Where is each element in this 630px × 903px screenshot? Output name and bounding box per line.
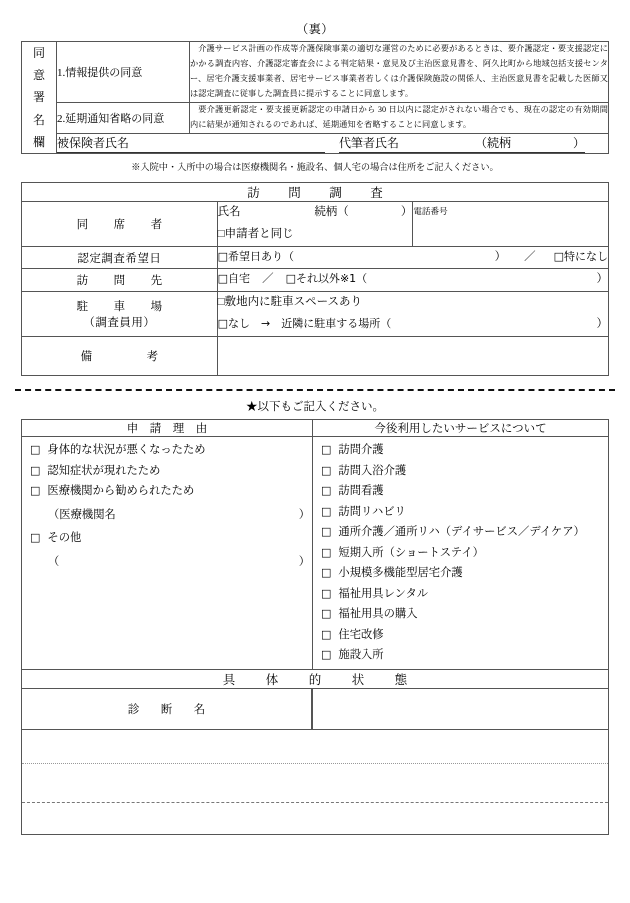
row-header-visit-place: 訪 問 先 <box>22 269 218 292</box>
vhead-char-4: 欄 <box>32 134 45 149</box>
reason-label-2: 医療機関から勧められたため <box>47 485 195 498</box>
vhead-char-0: 同 <box>32 46 45 60</box>
desired-date-cell[interactable] <box>217 246 608 269</box>
reason-checkbox-2[interactable]: □ <box>30 484 41 498</box>
relation-open-paren: （続柄 <box>474 135 511 150</box>
visit-place-close-paren: ） <box>596 273 608 286</box>
condition-writing-lines <box>22 730 608 834</box>
insured-name-field[interactable] <box>57 134 325 153</box>
services-column-cell <box>313 437 609 670</box>
service-checkbox-3[interactable]: □ <box>321 504 332 518</box>
parking-cell[interactable] <box>217 292 608 337</box>
service-checkbox-4[interactable]: □ <box>321 525 332 539</box>
reason-label-1: 認知症状が現れたため <box>47 464 161 477</box>
service-item-10[interactable] <box>313 645 608 666</box>
parking-close-paren: ） <box>596 318 608 331</box>
service-label-4: 通所介護／通所リハ（デイサービス／デイケア） <box>338 526 585 539</box>
visit-place-other-checkbox[interactable]: □それ以外※1（ <box>285 272 368 286</box>
writing-guide-line-2 <box>22 802 608 803</box>
service-checkbox-6[interactable]: □ <box>321 566 332 580</box>
service-label-1: 訪問入浴介護 <box>338 464 407 477</box>
service-item-0[interactable] <box>313 440 608 461</box>
service-label-6: 小規模多機能型居宅介護 <box>338 567 463 580</box>
vhead-char-3: 名 <box>32 112 45 127</box>
reason-other-field[interactable] <box>22 552 310 573</box>
relation-close-paren: ） <box>572 135 585 150</box>
service-item-7[interactable] <box>313 584 608 605</box>
row-header-attendee: 同 席 者 <box>22 201 218 246</box>
reason-checklist <box>22 437 312 505</box>
diagnosis-label: 診 断 名 <box>22 689 312 729</box>
service-checkbox-7[interactable]: □ <box>321 586 332 600</box>
parking-none-line <box>218 314 608 336</box>
service-checkbox-9[interactable]: □ <box>321 627 332 641</box>
service-item-2[interactable] <box>313 481 608 502</box>
reason-column-header: 申 請 理 由 <box>22 420 313 437</box>
consent-item-2-label: 2.延期通知省略の同意 <box>57 102 190 133</box>
remarks-input-area[interactable] <box>217 337 608 376</box>
consent-item-1-body <box>190 42 609 103</box>
attendee-phone-label: 電話番号 <box>413 205 448 216</box>
visit-place-line <box>218 269 608 291</box>
service-label-7: 福祉用具レンタル <box>338 587 429 600</box>
desired-date-slash: ／ <box>524 250 536 263</box>
service-label-8: 福祉用具の購入 <box>338 608 418 621</box>
medical-institution-open: （医療機関名 <box>48 508 116 521</box>
consent-vertical-header <box>22 42 57 154</box>
medical-institution-field[interactable] <box>22 505 310 526</box>
condition-free-text-area[interactable] <box>22 730 609 835</box>
consent-signature-table <box>21 41 609 154</box>
reason-item-other[interactable] <box>22 528 312 549</box>
parking-onsite-checkbox[interactable]: □敷地内に駐車スペースあり <box>217 296 363 309</box>
consent-footnote: ※入院中・入所中の場合は医療機関名・施設名、個人宅の場合は住所をご記入ください。 <box>131 161 499 172</box>
desired-date-yes-checkbox[interactable]: □希望日あり（ <box>217 249 295 263</box>
service-item-8[interactable] <box>313 604 608 625</box>
reason-checkbox-other[interactable]: □ <box>30 531 41 545</box>
signature-row[interactable] <box>57 133 609 153</box>
service-item-1[interactable] <box>313 461 608 482</box>
diagnosis-row <box>22 689 313 730</box>
page-title: （裏） <box>296 22 334 36</box>
desired-date-none-checkbox[interactable]: □特になし <box>553 249 608 263</box>
vhead-char-2: 署 <box>32 90 45 105</box>
row-header-parking <box>22 292 218 337</box>
service-label-0: 訪問介護 <box>338 444 384 456</box>
condition-section-title: 具 体 的 状 態 <box>22 670 609 689</box>
attendee-same-as-applicant-checkbox[interactable]: □申請者と同じ <box>217 227 294 240</box>
reason-label-other: その他 <box>47 532 82 545</box>
visit-place-home-checkbox[interactable]: □自宅 <box>217 272 251 286</box>
star-note: ★以下もご記入ください。 <box>246 401 384 413</box>
row-header-desired-date: 認定調査希望日 <box>22 246 218 269</box>
service-item-5[interactable] <box>313 543 608 564</box>
visit-survey-table <box>21 182 609 376</box>
medical-institution-close: ） <box>298 508 310 521</box>
reason-other-list <box>22 525 312 552</box>
diagnosis-input-area[interactable] <box>313 689 609 730</box>
parking-header-line1: 駐 車 場 <box>76 301 170 314</box>
row-header-remarks: 備 考 <box>22 337 218 376</box>
proxy-relation-group <box>475 134 585 152</box>
reason-other-close: ） <box>298 555 310 568</box>
consent-item-1-text: 介護サービス計画の作成等介護保険事業の適切な運営のために必要があるときは、要介護認定・要支援認定にかかる調査内容、介護認定審査会による判定結果・意見及び主治医意見書を、阿久比町から地域包括支援センター、居宅介護支援事業者、居宅サービス事業者若しくは介護保険施設の関係人、主治医意見書を記載した医師又は認定調査に従事した調査員に提示することに同意します。 <box>190 44 608 98</box>
attendee-detail-cell[interactable] <box>217 201 413 246</box>
service-item-9[interactable] <box>313 625 608 646</box>
attendee-name-line <box>218 202 413 224</box>
reason-item-1[interactable] <box>22 461 312 482</box>
service-label-10: 施設入所 <box>338 649 384 662</box>
service-label-5: 短期入所（ショートステイ） <box>338 546 484 559</box>
attendee-phone-cell[interactable] <box>413 201 609 246</box>
service-label-2: 訪問看護 <box>338 485 384 498</box>
consent-item-1-label: 1.情報提供の同意 <box>57 42 190 103</box>
proxy-name-label: 代筆者氏名 <box>339 135 400 150</box>
reason-checkbox-1[interactable]: □ <box>30 463 41 477</box>
visit-survey-title: 訪 問 調 査 <box>22 182 609 201</box>
service-checkbox-8[interactable]: □ <box>321 607 332 621</box>
consent-item-2-body <box>190 102 609 133</box>
desired-date-close-paren: ） <box>494 250 507 263</box>
service-checkbox-2[interactable]: □ <box>321 484 332 498</box>
writing-guide-line-1 <box>22 763 608 764</box>
reason-column-cell <box>22 437 313 670</box>
attendee-relation-open: 続柄（ <box>314 205 349 218</box>
service-label-3: 訪問リハビリ <box>338 505 406 518</box>
service-item-4[interactable] <box>313 522 608 543</box>
visit-place-cell[interactable] <box>217 269 608 292</box>
reason-other-open: （ <box>48 555 60 568</box>
desired-date-line <box>218 247 608 269</box>
reason-label-0: 身体的な状況が悪くなったため <box>47 444 206 456</box>
service-checkbox-10[interactable]: □ <box>321 648 332 662</box>
service-label-9: 住宅改修 <box>338 628 384 641</box>
reason-item-0[interactable] <box>22 440 312 461</box>
consent-item-2-text: 要介護更新認定・要支援更新認定の申請日から 30 日以内に認定がされない場合でも、現在の認定の有効期間内に結果が通知されるのであれば、延期通知を省略することに同意します。 <box>190 104 608 129</box>
visit-place-slash: ／ <box>262 273 274 286</box>
parking-none-checkbox[interactable]: □なし → 近隣に駐車する場所（ <box>217 317 392 331</box>
application-reason-service-table <box>21 419 609 835</box>
parking-header-line2: （調査員用） <box>83 317 156 330</box>
vhead-char-1: 意 <box>32 68 45 83</box>
service-item-3[interactable] <box>313 502 608 523</box>
service-checkbox-1[interactable]: □ <box>321 463 332 477</box>
attendee-name-label: 氏名 <box>217 205 241 218</box>
reason-item-2[interactable] <box>22 481 312 502</box>
service-checkbox-5[interactable]: □ <box>321 545 332 559</box>
attendee-relation-close: ） <box>400 205 413 218</box>
service-item-6[interactable] <box>313 563 608 584</box>
proxy-name-field[interactable] <box>339 134 585 153</box>
service-checkbox-0[interactable]: □ <box>321 443 332 456</box>
reason-checkbox-0[interactable]: □ <box>30 443 41 456</box>
services-column-header: 今後利用したいサービスについて <box>313 420 609 437</box>
insured-name-label: 被保険者氏名 <box>57 135 130 150</box>
services-checklist <box>313 437 608 669</box>
